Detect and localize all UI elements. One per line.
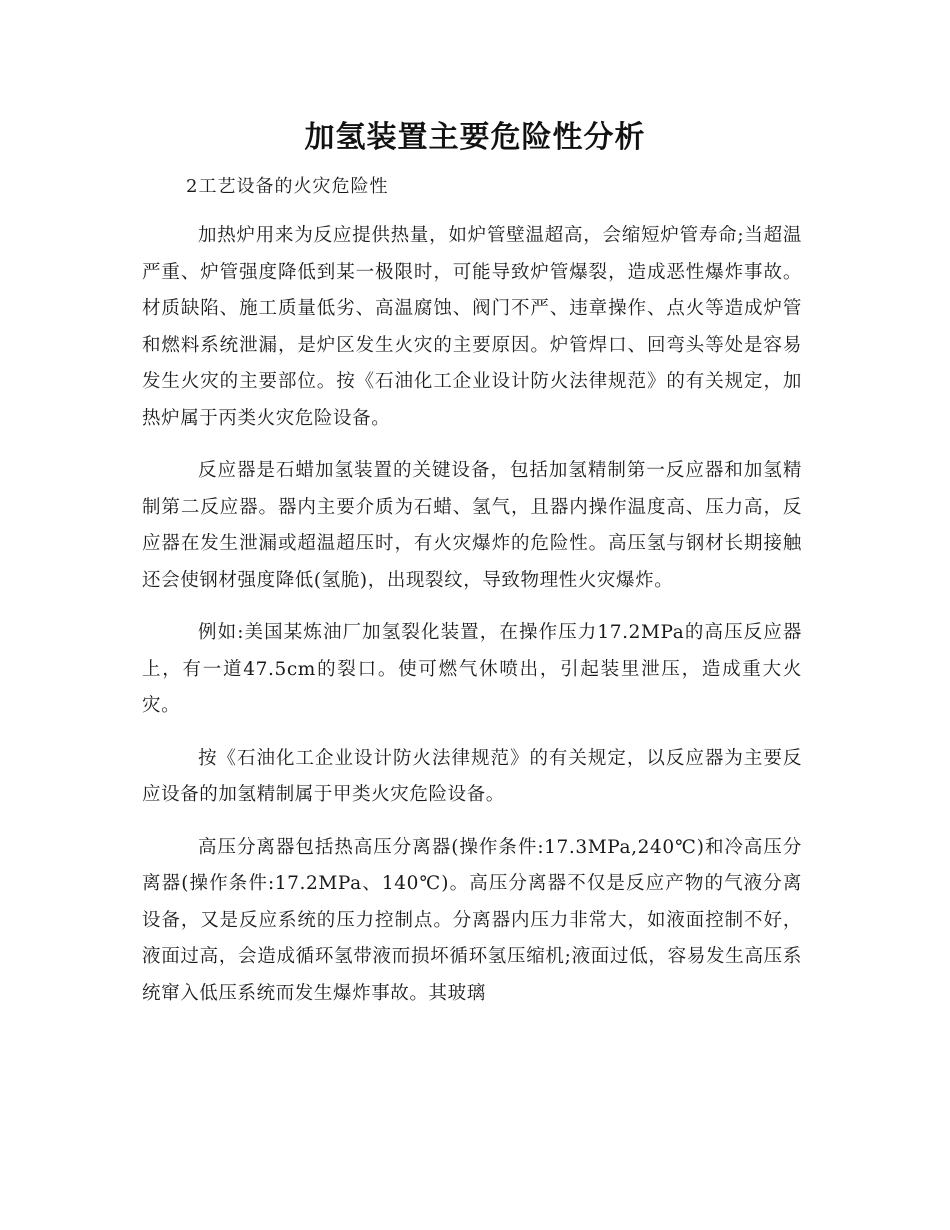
section-heading: 2工艺设备的火灾危险性 xyxy=(186,176,389,197)
paragraph-high-pressure-separator: 高压分离器包括热高压分离器(操作条件:17.3MPa,240℃)和冷高压分离器(操作条件:17.2MPa、140℃)。高压分离器不仅是反应产物的气液分离设备，又是反应系统的压力控制点。分离器内压力非常大，如液面控制不好，液面过高，会造成循环氢带液而损坏循环氢压缩机;液面过低，容易发生高压系统窜入低压系统而发生爆炸事故。其玻璃 xyxy=(142,836,802,1004)
document-title: 加氢装置主要危险性分析 xyxy=(304,120,646,155)
paragraph-example: 例如:美国某炼油厂加氢裂化装置，在操作压力17.2MPa的高压反应器上，有一道47.5cm的裂口。使可燃气休喷出，引起装里泄压，造成重大火灾。 xyxy=(142,622,802,716)
paragraph-regulation: 按《石油化工企业设计防火法律规范》的有关规定，以反应器为主要反应设备的加氢精制属于甲类火灾危险设备。 xyxy=(142,747,802,805)
paragraph-reactor: 反应器是石蜡加氢装置的关键设备，包括加氢精制第一反应器和加氢精制第二反应器。器内主要介质为石蜡、氢气，且器内操作温度高、压力高，反应器在发生泄漏或超温超压时，有火灾爆炸的危险性。高压氢与钢材长期接触还会使钢材强度降低(氢脆)，出现裂纹，导致物理性火灾爆炸。 xyxy=(142,460,802,591)
document-body xyxy=(142,218,802,1028)
paragraph-heating-furnace: 加热炉用来为反应提供热量，如炉管壁温超高，会缩短炉管寿命;当超温严重、炉管强度降低到某一极限时，可能导致炉管爆裂，造成恶性爆炸事故。材质缺陷、施工质量低劣、高温腐蚀、阀门不严、违章操作、点火等造成炉管和燃料系统泄漏，是炉区发生火灾的主要原因。炉管焊口、回弯头等处是容易发生火灾的主要部位。按《石油化工企业设计防火法律规范》的有关规定，加热炉属于丙类火灾危险设备。 xyxy=(142,225,802,429)
